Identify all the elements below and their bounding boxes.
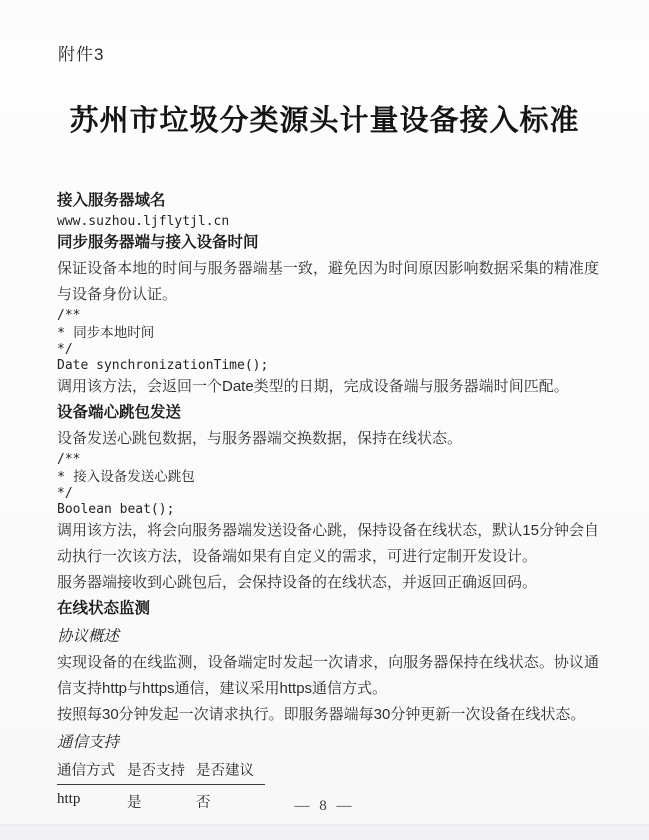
code-beat-signature: Boolean beat(); [57,502,175,517]
code-beat-comment-open: /** [57,452,81,467]
table-header-comm-method: 通信方式 [57,763,115,779]
code-beat-comment-body: * 接入设备发送心跳包 [57,469,195,485]
para-beat-desc: 调用该方法，将会向服务器端发送设备心跳，保持设备在线状态，默认15分钟会自动执行一次该方法，设备端如果有自定义的需求，可进行定制开发设计。 [57,522,599,565]
page-number: — 8 — [294,798,355,814]
page-title: 苏州市垃圾分类源头计量设备接入标准 [69,105,580,137]
code-sync-comment-close: */ [57,342,73,357]
code-sync-comment-open: /** [57,308,81,323]
code-domain-value: www.suzhou.ljflytjl.cn [57,214,230,229]
table-header-supported: 是否支持 [127,763,185,779]
table-header-recommended: 是否建议 [196,763,254,779]
para-heartbeat-intro: 设备发送心跳包数据，与服务器端交换数据，保持在线状态。 [57,430,463,447]
document-page [0,40,649,840]
para-online-monitor: 实现设备的在线监测，设备端定时发起一次请求，向服务器保持在线状态。协议通信支持http与https通信，建议采用https通信方式。 [57,654,599,697]
para-request-interval: 按照每30分钟发起一次请求执行。即服务器端每30分钟更新一次设备在线状态。 [57,706,586,723]
photo-bottom-strip [0,824,649,840]
code-sync-signature: Date synchronizationTime(); [57,358,269,373]
cell-supported: 是 [127,795,142,811]
heading-online-monitor: 在线状态监测 [57,600,151,617]
heading-heartbeat: 设备端心跳包发送 [57,404,182,421]
document-body [57,188,599,812]
cell-comm-method: http [57,791,81,807]
heading-access-domain: 接入服务器域名 [57,192,166,209]
cell-recommended: 否 [196,795,211,811]
subheading-protocol-overview: 协议概述 [57,628,120,645]
subheading-comm-support: 通信支持 [57,734,120,751]
para-sync-result: 调用该方法，会返回一个Date类型的日期，完成设备端与服务器端时间匹配。 [57,378,569,395]
table-header-row [57,759,265,785]
code-sync-comment-body: * 同步本地时间 [57,325,155,341]
heading-time-sync: 同步服务器端与接入设备时间 [57,234,259,251]
para-beat-server-response: 服务器端接收到心跳包后，会保持设备的在线状态，并返回正确返回码。 [57,574,538,591]
code-beat-comment-close: */ [57,486,73,501]
para-time-sync: 保证设备本地的时间与服务器端基一致，避免因为时间原因影响数据采集的精准度与设备身份认证。 [57,260,599,303]
attachment-label: 附件3 [58,45,105,64]
